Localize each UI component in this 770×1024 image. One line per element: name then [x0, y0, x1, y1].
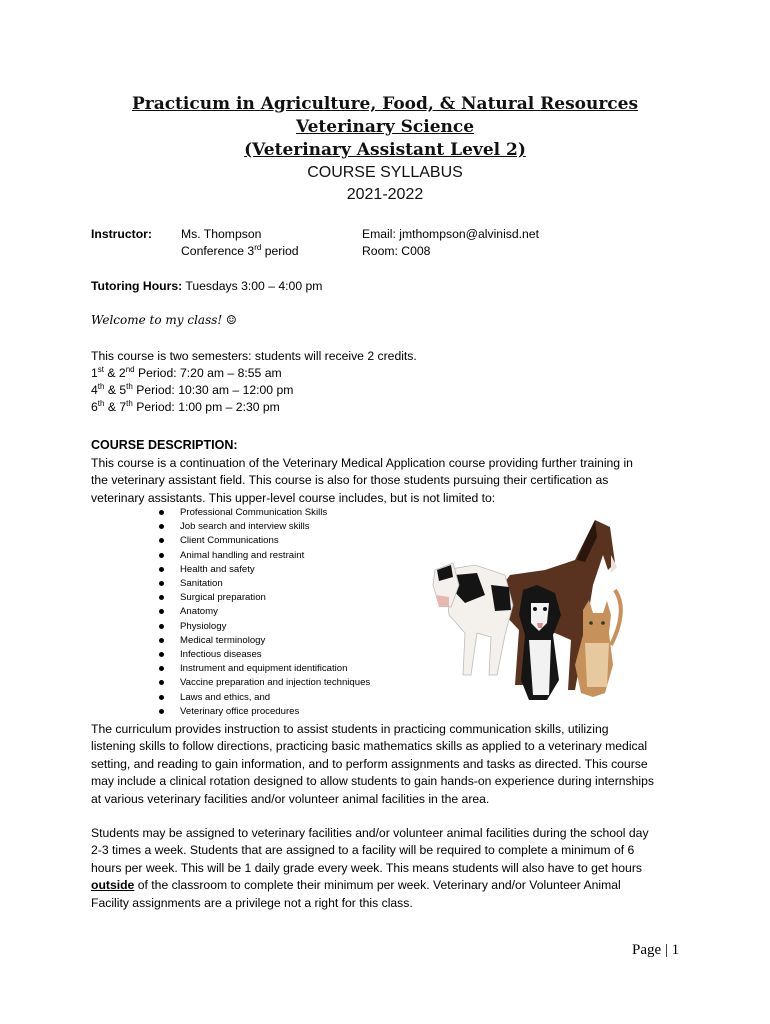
- list-item: Medical terminology: [158, 634, 370, 648]
- paragraph-line: outside of the classroom to complete their minimum per week. Veterinary and/or Volunteer Animal: [91, 878, 621, 893]
- paragraph-line: Facility assignments are a privilege not a right for this class.: [91, 895, 413, 910]
- list-item: Client Communications: [158, 534, 370, 548]
- animals-illustration: [425, 515, 625, 715]
- list-item: Health and safety: [158, 563, 370, 577]
- instructor-name: Ms. Thompson: [181, 227, 262, 241]
- outside-emphasis: outside: [91, 878, 135, 893]
- instructor-email: Email: jmthompson@alvinisd.net: [362, 227, 539, 241]
- period-row: 1st & 2nd Period: 7:20 am – 8:55 am: [91, 364, 282, 380]
- paragraph-line: Students may be assigned to veterinary facilities and/or volunteer animal facilities during the school day: [91, 826, 649, 840]
- page-number: Page | 1: [632, 942, 680, 958]
- paragraph-line: 2-3 times a week. Students that are assigned to a facility will be required to complete a minimum of 6: [91, 843, 635, 858]
- topic-list: [158, 506, 370, 719]
- paragraph-line: This course is a continuation of the Veterinary Medical Application course providing further training in: [91, 456, 633, 470]
- list-item: Surgical preparation: [158, 591, 370, 605]
- school-year: 2021-2022: [346, 186, 424, 203]
- paragraph-line: listening skills to follow directions, practicing basic mathematics skills as applied to a veterinary medical: [91, 739, 648, 754]
- list-item: Anatomy: [158, 605, 370, 619]
- course-subject: Veterinary Science: [295, 117, 475, 137]
- list-item: Sanitation: [158, 577, 370, 591]
- course-description-heading: COURSE DESCRIPTION:: [91, 438, 238, 452]
- list-item: Infectious diseases: [158, 648, 370, 662]
- conference-period: Conference 3rd period: [181, 242, 299, 258]
- paragraph-line: the veterinary assistant field. This course is also for those students pursuing their certification as: [91, 473, 609, 488]
- list-item: Professional Communication Skills: [158, 506, 370, 520]
- course-title: Practicum in Agriculture, Food, & Natural Resources: [131, 94, 639, 114]
- curriculum-paragraph: [91, 721, 691, 808]
- list-item: Vaccine preparation and injection techniques: [158, 676, 370, 690]
- list-item: Job search and interview skills: [158, 520, 370, 534]
- welcome-message: Welcome to my class! ☺: [91, 313, 237, 327]
- list-item: Instrument and equipment identification: [158, 662, 370, 676]
- instructor-label: Instructor:: [91, 227, 152, 241]
- period-row: 4th & 5th Period: 10:30 am – 12:00 pm: [91, 381, 294, 397]
- syllabus-label: COURSE SYLLABUS: [307, 164, 463, 181]
- course-description: [91, 455, 691, 507]
- paragraph-line: setting, and reading to gain information, and to perform assignments and tasks as directed. This course: [91, 756, 648, 771]
- course-level: (Veterinary Assistant Level 2): [244, 140, 526, 160]
- tutoring-hours: Tutoring Hours: Tuesdays 3:00 – 4:00 pm: [91, 279, 323, 293]
- list-item: Physiology: [158, 620, 370, 634]
- list-item: Animal handling and restraint: [158, 549, 370, 563]
- paragraph-line: at various veterinary facilities and/or volunteer animal facilities in the area.: [91, 791, 490, 806]
- paragraph-line: The curriculum provides instruction to assist students in practicing communication skills, utilizing: [91, 722, 609, 736]
- title-block: [0, 93, 770, 206]
- paragraph-line: hours per week. This will be 1 daily grade every week. This means students will also have to get hours: [91, 860, 642, 875]
- cow-figure: [433, 563, 513, 675]
- list-item: Laws and ethics, and: [158, 691, 370, 705]
- list-item: Veterinary office procedures: [158, 705, 370, 719]
- credits-note: This course is two semesters: students will receive 2 credits.: [91, 349, 417, 363]
- instructor-room: Room: C008: [362, 244, 431, 258]
- period-row: 6th & 7th Period: 1:00 pm – 2:30 pm: [91, 398, 280, 414]
- paragraph-line: veterinary assistants. This upper-level course includes, but is not limited to:: [91, 490, 496, 505]
- paragraph-line: may include a clinical rotation designed to allow students to gain hands-on experience during internships: [91, 774, 654, 789]
- dog-figure: [519, 585, 561, 700]
- assignment-paragraph: [91, 825, 691, 912]
